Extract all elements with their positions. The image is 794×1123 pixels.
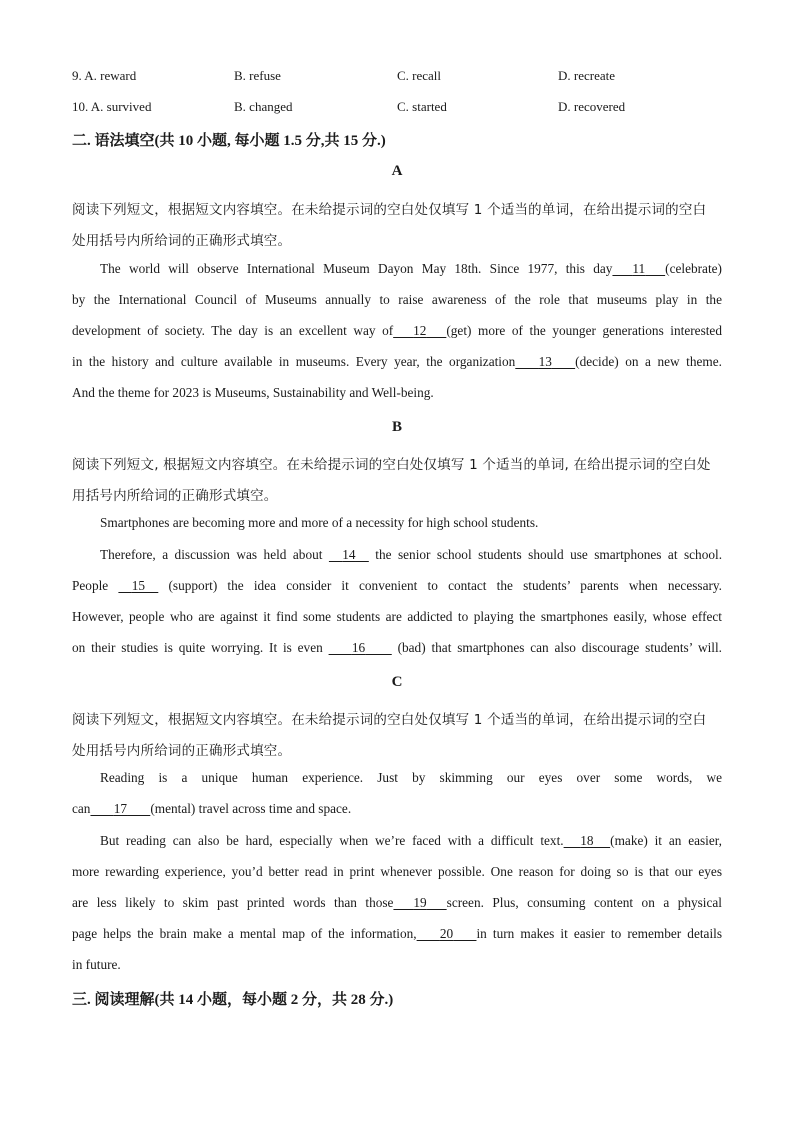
- option-c: C. recall: [397, 68, 442, 83]
- passage-a-letter: A: [391, 163, 403, 179]
- text: the senior school students should use smartphones at school.: [375, 547, 723, 562]
- passage-b-instruction-1: 阅读下列短文, 根据短文内容填空。在未给提示词的空白处仅填写 1 个适当的单词, 在给出提示词的空白处: [72, 457, 711, 473]
- option-d: D. recreate: [558, 68, 616, 83]
- blank-18[interactable]: 18: [580, 833, 594, 848]
- passage-c-instruction-2: 处用括号内所给词的正确形式填空。: [72, 743, 292, 759]
- text: The world will observe International Museum Dayon May 18th. Since 1977, this day: [100, 261, 613, 276]
- text: are less likely to skim past printed words than those: [72, 895, 394, 910]
- text: (celebrate): [665, 261, 722, 276]
- text: Therefore, a discussion was held about: [100, 547, 323, 562]
- passage-c-letter: C: [391, 674, 403, 690]
- option-a: 10. A. survived: [72, 99, 152, 114]
- passage-a-instruction-1: 阅读下列短文，根据短文内容填空。在未给提示词的空白处仅填写 1 个适当的单词，在给出提示词的空白: [72, 202, 707, 218]
- passage-c-line-7: in future.: [72, 957, 121, 972]
- passage-a-instruction-2: 处用括号内所给词的正确形式填空。: [72, 233, 292, 249]
- blank-12[interactable]: 12: [413, 323, 427, 338]
- passage-b-line-4: [72, 640, 722, 656]
- blank-13[interactable]: 13: [538, 354, 552, 369]
- passage-a-line-2: by the International Council of Museums annually to raise awareness of the role that museums play in the: [72, 292, 722, 307]
- passage-b-letter: B: [391, 419, 402, 435]
- passage-a-line-1: [100, 261, 722, 277]
- blank-15[interactable]: 15: [131, 578, 145, 593]
- passage-b-line-2: [72, 578, 722, 594]
- section-2-heading: 二. 语法填空(共 10 小题, 每小题 1.5 分,共 15 分.): [72, 133, 386, 149]
- passage-a-line-5: And the theme for 2023 is Museums, Sustainability and Well-being.: [72, 385, 434, 400]
- passage-b-line-1: [100, 547, 722, 563]
- text: (make) it an easier,: [610, 833, 722, 848]
- blank-16[interactable]: 16: [351, 640, 366, 655]
- text: on their studies is quite worrying. It is even: [72, 640, 323, 655]
- passage-a-line-3: [72, 323, 722, 339]
- text: (bad) that smartphones can also discourage students’ will.: [397, 640, 722, 655]
- text: (get) more of the younger generations interested: [446, 323, 722, 338]
- option-c: C. started: [397, 99, 447, 114]
- text: (mental) travel across time and space.: [150, 801, 352, 816]
- text: People: [72, 578, 109, 593]
- blank-19[interactable]: 19: [413, 895, 427, 910]
- text: (support) the idea consider it convenient to contact the students’ parents when necessary.: [168, 578, 723, 593]
- choice-row-9: [72, 68, 722, 88]
- blank-20[interactable]: 20: [439, 926, 454, 941]
- section-3-heading: 三. 阅读理解(共 14 小题，每小题 2 分，共 28 分.): [72, 992, 394, 1008]
- text: can: [72, 801, 91, 816]
- option-b: B. refuse: [234, 68, 281, 83]
- text: in the history and culture available in museums. Every year, the organization: [72, 354, 516, 369]
- passage-c-line-6: [72, 926, 722, 942]
- text: screen. Plus, consuming content on a physical: [446, 895, 723, 910]
- passage-c-line-2: [72, 801, 722, 817]
- text: in turn makes it easier to remember details: [476, 926, 723, 941]
- option-b: B. changed: [234, 99, 293, 114]
- passage-c-line-4: more rewarding experience, you’d better read in print whenever possible. One reason for doing so is that our eyes: [72, 864, 722, 879]
- passage-b-line-3: However, people who are against it find some students are addicted to playing the smartphones easily, whose effect: [72, 609, 722, 624]
- option-a: 9. A. reward: [72, 68, 137, 83]
- passage-c-instruction-1: 阅读下列短文，根据短文内容填空。在未给提示词的空白处仅填写 1 个适当的单词，在给出提示词的空白: [72, 712, 707, 728]
- blank-17[interactable]: 17: [113, 801, 128, 816]
- passage-c-line-1: Reading is a unique human experience. Just by skimming our eyes over some words, we: [100, 770, 722, 785]
- passage-b-paragraph-1: Smartphones are becoming more and more of a necessity for high school students.: [100, 515, 539, 530]
- text: development of society. The day is an excellent way of: [72, 323, 394, 338]
- text: (decide) on a new theme.: [575, 354, 722, 369]
- passage-c-line-3: [100, 833, 722, 849]
- passage-b-instruction-2: 用括号内所给词的正确形式填空。: [72, 488, 278, 504]
- passage-a-line-4: [72, 354, 722, 370]
- passage-c-line-5: [72, 895, 722, 911]
- text: page helps the brain make a mental map of the information,: [72, 926, 417, 941]
- text: But reading can also be hard, especially when we’re faced with a difficult text.: [100, 833, 564, 848]
- choice-row-10: [72, 99, 722, 119]
- blank-14[interactable]: 14: [342, 547, 356, 562]
- option-d: D. recovered: [558, 99, 626, 114]
- blank-11[interactable]: 11: [632, 261, 646, 276]
